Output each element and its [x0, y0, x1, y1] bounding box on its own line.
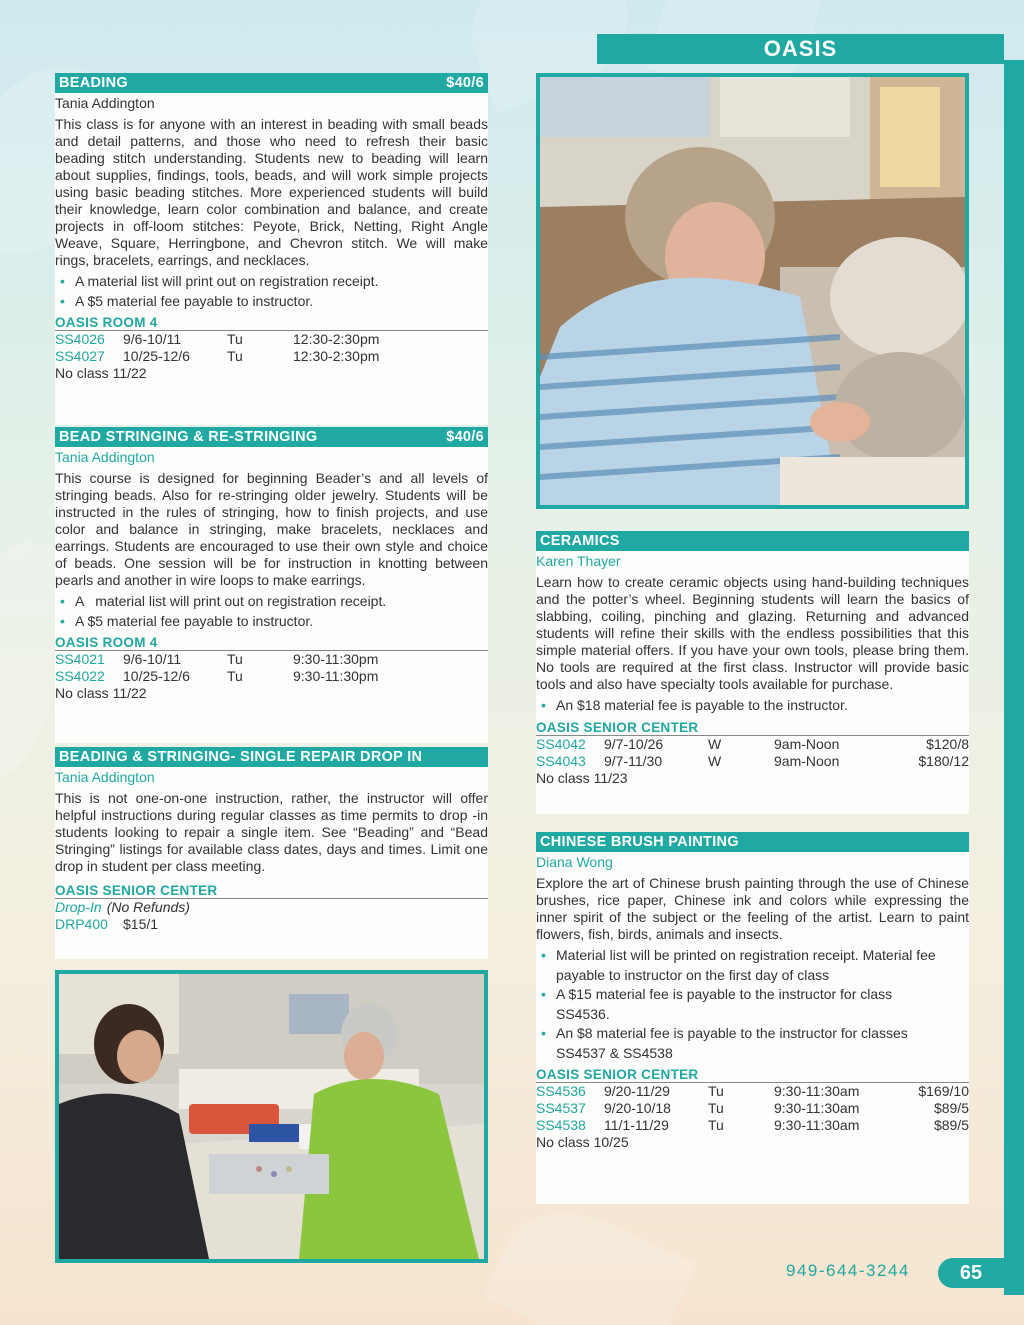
section-header: [536, 531, 969, 551]
course-code[interactable]: SS4026: [55, 331, 105, 347]
instructor-name: Tania Addington: [55, 449, 155, 465]
course-time: 9:30-11:30pm: [293, 668, 379, 684]
ceramics-photo: [536, 73, 969, 509]
course-time: 9:30-11:30am: [774, 1083, 860, 1099]
section-title: BEADING & STRINGING- SINGLE REPAIR DROP IN: [59, 749, 423, 765]
course-dates: 9/6-10/11: [123, 651, 182, 667]
course-dates: 9/7-10/26: [604, 735, 664, 752]
instructor-name: Diana Wong: [536, 854, 613, 870]
bullet-item: • A $5 material fee payable to instructor.: [55, 612, 488, 632]
bullet-list: [536, 696, 969, 716]
schedule-row: [536, 1083, 969, 1100]
page-number: 65: [938, 1258, 1004, 1288]
course-price: $89/5: [933, 1100, 969, 1116]
course-day: Tu: [708, 1117, 724, 1133]
course-code[interactable]: SS4022: [55, 668, 105, 684]
chinese-brush-painting-section: [536, 832, 969, 1204]
schedule-row: [55, 899, 488, 916]
course-dates: 9/20-10/18: [604, 1100, 671, 1116]
ceramics-photo-image: [540, 77, 965, 505]
course-time: 9:30-11:30pm: [293, 651, 379, 667]
course-time: 9am-Noon: [774, 735, 840, 752]
course-fee: $15/1: [123, 916, 159, 932]
no-class-note: No class 11/22: [55, 365, 147, 381]
section-title: CHINESE BRUSH PAINTING: [540, 834, 739, 850]
bullet-item: • A material list will print out on registration receipt.: [55, 592, 488, 612]
beading-section: [55, 73, 488, 425]
no-refunds-label: (No Refunds): [106, 899, 190, 915]
course-price: $89/5: [933, 1117, 969, 1133]
schedule-row: [536, 736, 969, 753]
course-dates: 9/20-11/29: [604, 1083, 670, 1099]
course-time: 12:30-2:30pm: [293, 331, 380, 347]
section-header: [55, 73, 488, 93]
bead-stringing-section: [55, 427, 488, 743]
course-time: 9:30-11:30am: [774, 1117, 860, 1133]
course-time: 9:30-11:30am: [774, 1100, 860, 1116]
section-header: [55, 427, 488, 447]
bullet-item: • An $8 material fee is payable to the instructor for classes SS4537 & SS4538: [536, 1024, 969, 1063]
course-code[interactable]: SS4042: [536, 735, 586, 752]
schedule-row: [536, 1100, 969, 1117]
instructor-name: Tania Addington: [55, 769, 155, 785]
section-price: $40/6: [446, 75, 484, 91]
section-header: [55, 747, 488, 767]
location-label: OASIS SENIOR CENTER: [536, 1067, 969, 1083]
course-code[interactable]: SS4027: [55, 348, 105, 364]
instructor-name: Karen Thayer: [536, 553, 621, 569]
course-day: Tu: [708, 1083, 724, 1099]
section-title: BEAD STRINGING & RE-STRINGING: [59, 429, 318, 445]
bullet-list: [55, 272, 488, 311]
beading-photo-image: [59, 974, 484, 1259]
location-label: OASIS SENIOR CENTER: [536, 720, 969, 736]
description: This class is for anyone with an interest in beading with small beads and detail patterns, and those who need to refresh their basic beading stitch understanding. Students new to beading will learn about supplies, findings, tools, beads, and will work simple projects using basic beading stitches. More experienced students will build their knowledge, learn color combination and balance, and create projects in off-loom stitches: Peyote, Brick, Netting, Right Angle Weave, Square, Herringbone, and Chevron stitch. We will make rings, bracelets, earrings, and necklaces.: [55, 116, 488, 268]
bullet-item: • An $18 material fee is payable to the instructor.: [536, 696, 969, 716]
section-title: BEADING: [59, 75, 128, 91]
instructor-name: Tania Addington: [55, 95, 155, 111]
description: This is not one-on-one instruction, rather, the instructor will offer helpful instructions during regular classes as time permits to drop -in students looking to repair a single item. See “Beading” and “Bead Stringing” listings for available class dates, days and times. Limit one drop in student per class meeting.: [55, 790, 488, 874]
no-class-note: No class 11/22: [55, 685, 147, 701]
course-code[interactable]: SS4537: [536, 1100, 586, 1116]
schedule-row: [536, 1117, 969, 1134]
course-price: $169/10: [918, 1083, 969, 1099]
ceramics-section: [536, 531, 969, 814]
bullet-item: • A $15 material fee is payable to the instructor for class SS4536.: [536, 985, 969, 1024]
course-dates: 9/7-11/30: [604, 752, 663, 769]
course-day: Tu: [227, 348, 243, 364]
course-dates: 9/6-10/11: [123, 331, 182, 347]
course-price: $180/12: [918, 752, 969, 769]
drop-in-label: Drop-In: [55, 899, 102, 915]
schedule: [55, 651, 488, 685]
section-header: [536, 832, 969, 852]
schedule-row: [55, 348, 488, 365]
no-class-note: No class 10/25: [536, 1134, 629, 1150]
course-time: 12:30-2:30pm: [293, 348, 380, 364]
location-label: OASIS ROOM 4: [55, 635, 488, 651]
course-code[interactable]: DRP400: [55, 916, 108, 932]
course-dates: 10/25-12/6: [123, 668, 190, 684]
course-day: Tu: [708, 1100, 724, 1116]
schedule-row: [55, 916, 488, 933]
schedule: [55, 331, 488, 365]
course-code[interactable]: SS4043: [536, 752, 586, 769]
section-price: $40/6: [446, 429, 484, 445]
schedule-row: [536, 753, 969, 770]
schedule: [55, 899, 488, 933]
description: This course is designed for beginning Beader’s and all levels of stringing beads. Also for re-stringing older jewelry. Students will be instructed in the rules of stringing, how to finish projects, and use color and balance in stringing, make bracelets, necklaces and earrings. Students are encouraged to use their own style and choice of beads. One session will be for instruction in knotting between pearls and another in wire loops to make earrings.: [55, 470, 488, 588]
bullet-list: [55, 592, 488, 631]
course-day: Tu: [227, 668, 243, 684]
course-day: W: [708, 752, 722, 769]
description: Learn how to create ceramic objects using hand-building techniques and the potter’s wheel. Beginning students will learn the basics of slabbing, coiling, pinching and glazing. Returning and advanced students will refine their skills with the endless possibilities that this simple material offers. If you have your own tools, please bring them. No tools are required at the first class. Instructor will provide basic tools and also have specialty tools available for purchase.: [536, 574, 969, 692]
course-day: W: [708, 735, 722, 752]
section-title: CERAMICS: [540, 533, 620, 549]
course-day: Tu: [227, 651, 243, 667]
bullet-item: • A material list will print out on registration receipt.: [55, 272, 488, 292]
phone-number: 949-644-3244: [786, 1261, 910, 1280]
decor-leaf: [483, 1188, 697, 1325]
schedule: [536, 736, 969, 770]
course-price: $120/8: [926, 735, 969, 752]
page-header: OASIS: [597, 34, 1004, 64]
course-dates: 11/1-11/29: [604, 1117, 669, 1133]
bullet-item: • A $5 material fee payable to instructor.: [55, 292, 488, 312]
bullet-list: [536, 946, 969, 1063]
page-edge-bar: [1004, 60, 1024, 1295]
course-code[interactable]: SS4536: [536, 1083, 586, 1099]
schedule: [536, 1083, 969, 1134]
location-label: OASIS SENIOR CENTER: [55, 883, 488, 899]
beading-photo: [55, 970, 488, 1263]
no-class-note: No class 11/23: [536, 769, 628, 786]
course-time: 9am-Noon: [774, 752, 840, 769]
schedule-row: [55, 331, 488, 348]
location-label: OASIS ROOM 4: [55, 315, 488, 331]
schedule-row: [55, 651, 488, 668]
schedule-row: [55, 668, 488, 685]
course-code[interactable]: SS4538: [536, 1117, 586, 1133]
course-code[interactable]: SS4021: [55, 651, 105, 667]
description: Explore the art of Chinese brush painting through the use of Chinese brushes, rice paper, Chinese ink and colors while expressing the inner spirit of the subject or the feeling of the artist. Learn to paint flowers, fish, birds, animals and insects.: [536, 875, 969, 942]
course-dates: 10/25-12/6: [123, 348, 190, 364]
course-day: Tu: [227, 331, 243, 347]
bullet-item: • Material list will be printed on registration receipt. Material fee payable to instructor on the first day of class: [536, 946, 969, 985]
repair-drop-in-section: [55, 747, 488, 959]
